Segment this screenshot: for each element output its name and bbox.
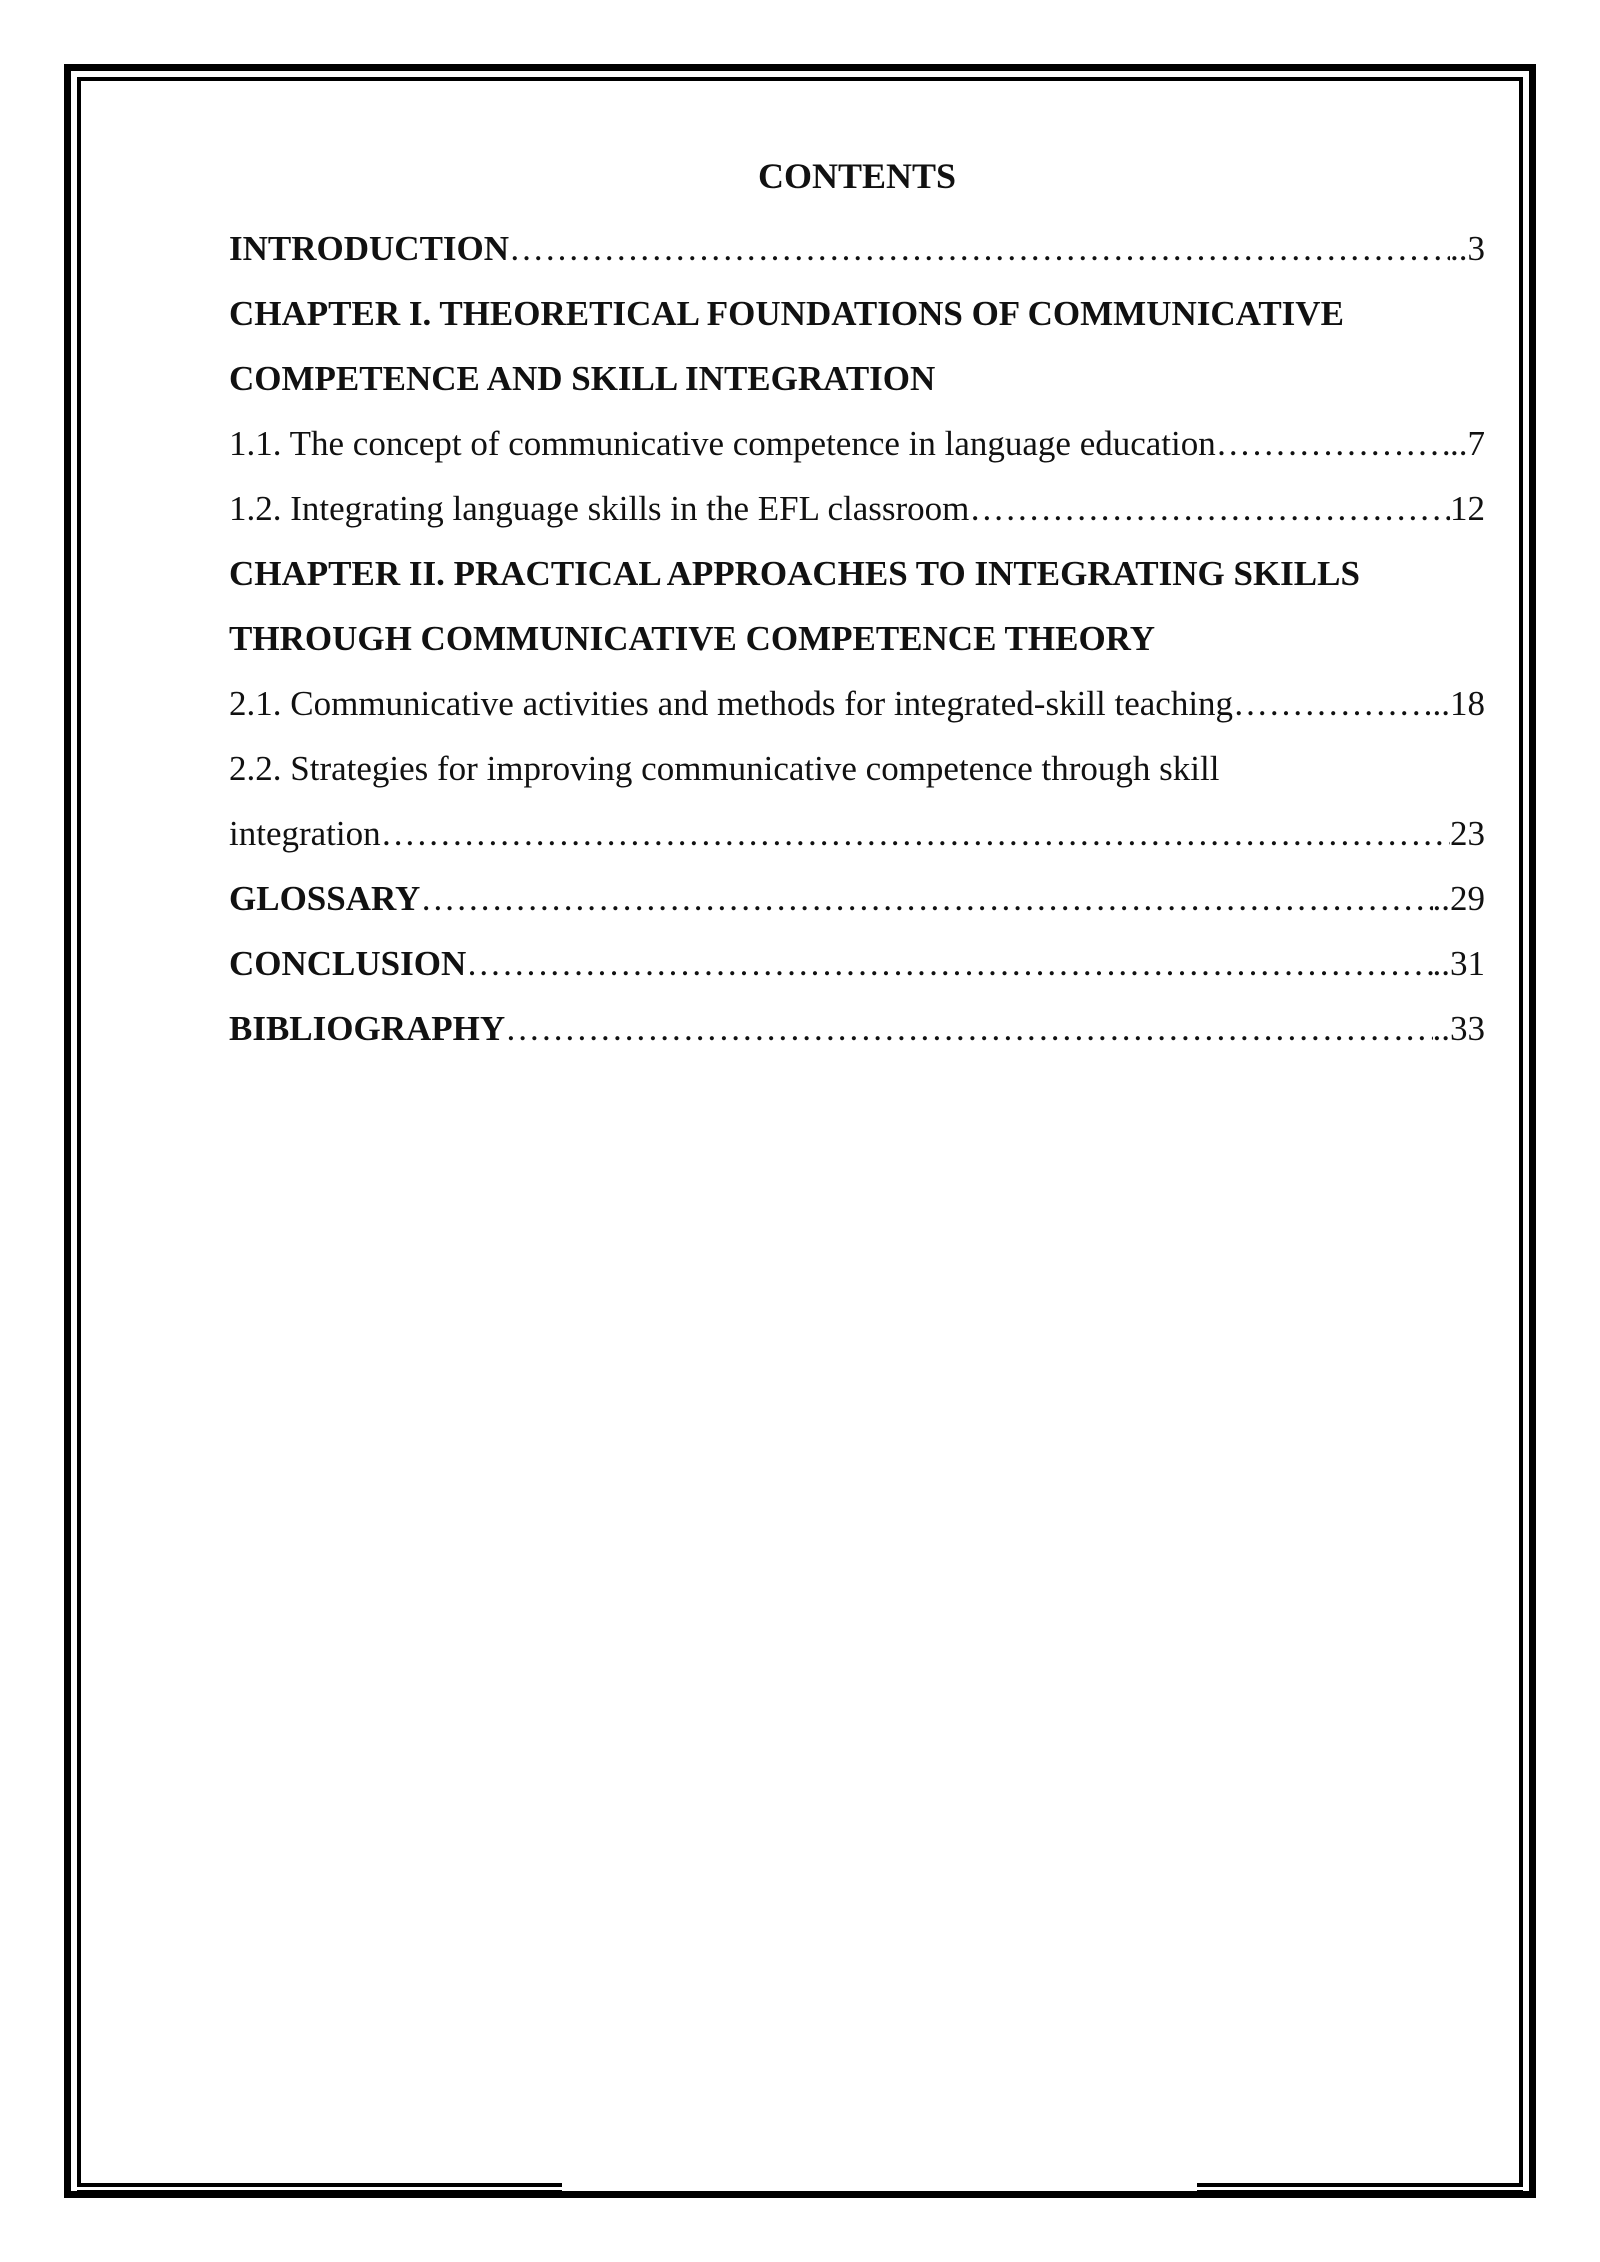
- toc-entry-conclusion[interactable]: [229, 931, 1485, 996]
- toc-leader-dots: [420, 866, 1432, 931]
- toc-entry-continuation: [229, 801, 1485, 866]
- toc-leader-dots: [969, 476, 1450, 541]
- toc-heading-line: CHAPTER I. THEORETICAL FOUNDATIONS OF COMMUNICATIVE: [229, 294, 1344, 333]
- toc-chapter-1-heading[interactable]: [229, 281, 1485, 411]
- toc-leader-dots: [1216, 411, 1450, 476]
- toc-page-number: ..3: [1450, 229, 1485, 268]
- toc-entry-first-line: 2.2. Strategies for improving communicative competence through skill: [229, 749, 1220, 788]
- toc-entry-bibliography[interactable]: [229, 996, 1485, 1061]
- toc-page-number: ..7: [1450, 424, 1485, 463]
- toc-heading-line: THROUGH COMMUNICATIVE COMPETENCE THEORY: [229, 619, 1155, 658]
- toc-leader-dots: [466, 931, 1432, 996]
- toc-leader-dots: [1233, 671, 1432, 736]
- toc-page-number: ..33: [1432, 1009, 1485, 1048]
- toc-leader-dots: [505, 996, 1432, 1061]
- toc-page-number: ..31: [1432, 944, 1485, 983]
- toc-page-number: 23: [1450, 814, 1485, 853]
- toc-entry-1-2[interactable]: [229, 476, 1485, 541]
- toc-entry-1-1[interactable]: [229, 411, 1485, 476]
- contents-title: CONTENTS: [757, 156, 957, 196]
- toc-entry-2-1[interactable]: [229, 671, 1485, 736]
- toc-page-number: ..29: [1432, 879, 1485, 918]
- toc-entry-glossary[interactable]: [229, 866, 1485, 931]
- toc-heading-line: COMPETENCE AND SKILL INTEGRATION: [229, 359, 936, 398]
- toc-page-number: 12: [1450, 489, 1485, 528]
- toc-heading-line: CHAPTER II. PRACTICAL APPROACHES TO INTEGRATING SKILLS: [229, 554, 1360, 593]
- toc-leader-dots: [509, 216, 1450, 281]
- toc-page-number: ..18: [1432, 684, 1485, 723]
- toc-entry-label: CONCLUSION: [229, 944, 467, 983]
- toc-entry-2-2[interactable]: [229, 736, 1485, 866]
- toc-entry-label: 1.1. The concept of communicative competence in language education: [229, 424, 1216, 463]
- toc-leader-dots: [381, 801, 1450, 866]
- bottom-frame-rule-left: [77, 2183, 562, 2195]
- toc-chapter-2-heading[interactable]: [229, 541, 1485, 671]
- toc-entry-label: 2.1. Communicative activities and methods for integrated-skill teaching: [229, 684, 1234, 723]
- toc-entry-label: GLOSSARY: [229, 879, 421, 918]
- bottom-frame-rule-right: [1197, 2183, 1523, 2195]
- toc-entry-label: BIBLIOGRAPHY: [229, 1009, 506, 1048]
- toc-entry-label: integration: [229, 814, 381, 853]
- toc-entry-introduction[interactable]: [229, 216, 1485, 281]
- table-of-contents: [229, 150, 1485, 1061]
- toc-entry-label: INTRODUCTION: [229, 229, 510, 268]
- toc-entry-label: 1.2. Integrating language skills in the EFL classroom: [229, 489, 970, 528]
